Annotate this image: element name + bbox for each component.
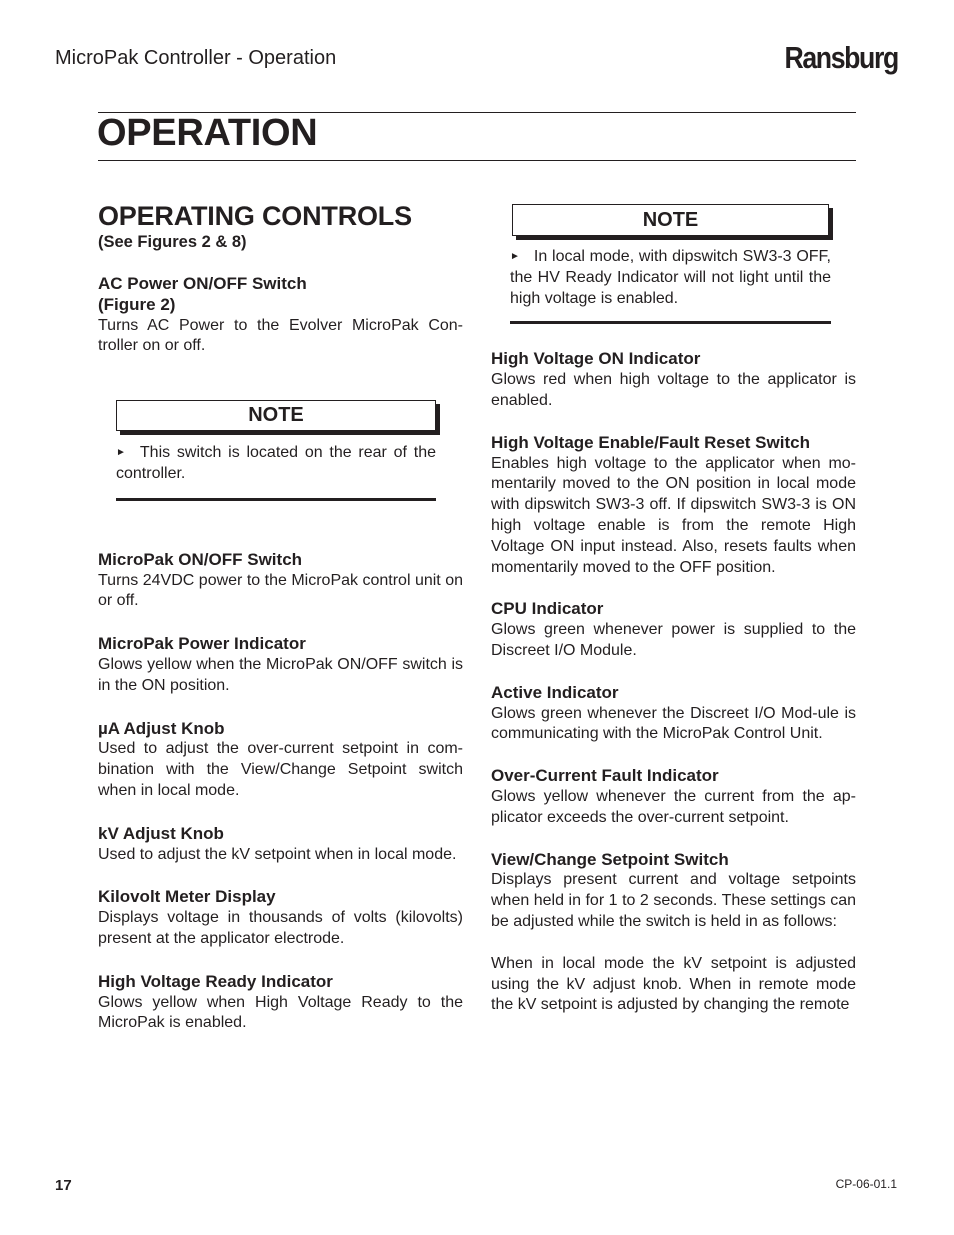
left-items xyxy=(98,550,463,1034)
list-item xyxy=(98,824,463,866)
page-number: 17 xyxy=(55,1177,72,1194)
section-title: OPERATING CONTROLS xyxy=(98,201,412,231)
note-right-text: In local mode, with dipswitch SW3-3 OFF, the HV Ready Indicator will not light until the high voltage is enabled. xyxy=(510,248,831,307)
note-right-text-wrap xyxy=(510,247,831,309)
list-item xyxy=(491,766,856,828)
list-item xyxy=(98,550,463,612)
running-header-title: MicroPak Controller - Operation xyxy=(55,47,337,69)
item-body: Displays present current and voltage setpoints when held in for 1 to 2 seconds. These settings can be adjusted while the switch is held in as follows: xyxy=(491,871,856,930)
list-item xyxy=(491,349,856,411)
trailing-paragraph: When in local mode the kV setpoint is adjusted using the kV adjust knob. When in remote mode the kV setpoint is adjusted by changing the remote xyxy=(491,954,856,1014)
item-body: Turns 24VDC power to the MicroPak control unit on or off. xyxy=(98,571,463,610)
item-heading: View/Change Setpoint Switch xyxy=(491,849,729,869)
item-body: Glows yellow when the MicroPak ON/OFF switch is in the ON position. xyxy=(98,655,463,694)
item-heading: MicroPak ON/OFF Switch xyxy=(98,549,303,569)
list-item xyxy=(98,887,463,949)
section-subtitle: (See Figures 2 & 8) xyxy=(98,233,247,251)
item-body: Glows green whenever the Discreet I/O Mod-ule is communicating with the MicroPak Control Unit. xyxy=(491,704,856,743)
note-left xyxy=(116,400,436,501)
trailing-paragraph-wrap xyxy=(491,954,856,1016)
item-heading: Kilovolt Meter Display xyxy=(98,887,276,907)
item-heading: High Voltage Ready Indicator xyxy=(98,971,333,991)
list-item xyxy=(98,719,463,802)
ac-power-heading-line1: AC Power ON/OFF Switch xyxy=(98,274,307,293)
item-heading: Over-Current Fault Indicator xyxy=(491,766,719,786)
page-title: OPERATION xyxy=(97,112,318,154)
left-column xyxy=(98,200,463,1034)
item-heading: µA Adjust Knob xyxy=(98,718,225,738)
item-heading: kV Adjust Knob xyxy=(98,823,224,843)
item-body: Glows red when high voltage to the applicator is enabled. xyxy=(491,371,856,409)
list-item xyxy=(491,683,856,745)
item-body: Glows yellow whenever the current from the ap-plicator exceeds the over-current setpoint. xyxy=(491,787,856,826)
list-item xyxy=(98,634,463,696)
item-heading: Active Indicator xyxy=(491,682,619,702)
note-left-rule xyxy=(116,498,436,501)
item-body: Used to adjust the kV setpoint when in local mode. xyxy=(98,845,457,863)
brand-logo: Ransburg xyxy=(784,40,898,75)
list-item xyxy=(491,850,856,933)
right-items xyxy=(491,349,856,1016)
item-body: Used to adjust the over-current setpoint in com-bination with the View/Change Setpoint switch when in local mode. xyxy=(98,740,463,799)
right-column xyxy=(491,204,856,1016)
note-right-label: NOTE xyxy=(512,204,829,236)
note-left-text: This switch is located on the rear of the controller. xyxy=(116,444,436,482)
item-body: Glows yellow when High Voltage Ready to the MicroPak is enabled. xyxy=(98,993,463,1032)
note-right-rule xyxy=(510,321,831,324)
list-item xyxy=(98,972,463,1034)
title-rule-bottom xyxy=(98,160,856,161)
item-heading: High Voltage Enable/Fault Reset Switch xyxy=(491,432,810,452)
note-left-label: NOTE xyxy=(116,400,436,431)
item-body: Enables high voltage to the applicator when mo-mentarily moved to the ON position in local mode with dipswitch SW3-3 off. If dipswitch SW3-3 is ON high voltage enable is from the remote High Voltage ON input instead. Also, resets faults when momentarily moved to the OFF position. xyxy=(491,454,856,576)
document-code: CP-06-01.1 xyxy=(835,1177,897,1191)
item-heading: CPU Indicator xyxy=(491,599,604,619)
item-body: Displays voltage in thousands of volts (kilovolts) present at the applicator electrode. xyxy=(98,909,463,947)
item-heading: High Voltage ON Indicator xyxy=(491,349,701,369)
ac-power-heading-line2: (Figure 2) xyxy=(98,294,176,314)
note-left-text-wrap xyxy=(116,443,436,485)
ac-power-switch-item xyxy=(98,274,463,357)
item-body: Glows green whenever power is supplied to the Discreet I/O Module. xyxy=(491,621,856,659)
triangle-right-bullet-icon: ► xyxy=(116,447,126,459)
item-heading: MicroPak Power Indicator xyxy=(98,634,306,654)
list-item xyxy=(491,599,856,661)
list-item xyxy=(491,433,856,579)
triangle-right-bullet-icon: ► xyxy=(510,251,520,262)
ac-power-body: Turns AC Power to the Evolver MicroPak Con-troller on or off. xyxy=(98,316,463,355)
note-right xyxy=(512,204,829,236)
